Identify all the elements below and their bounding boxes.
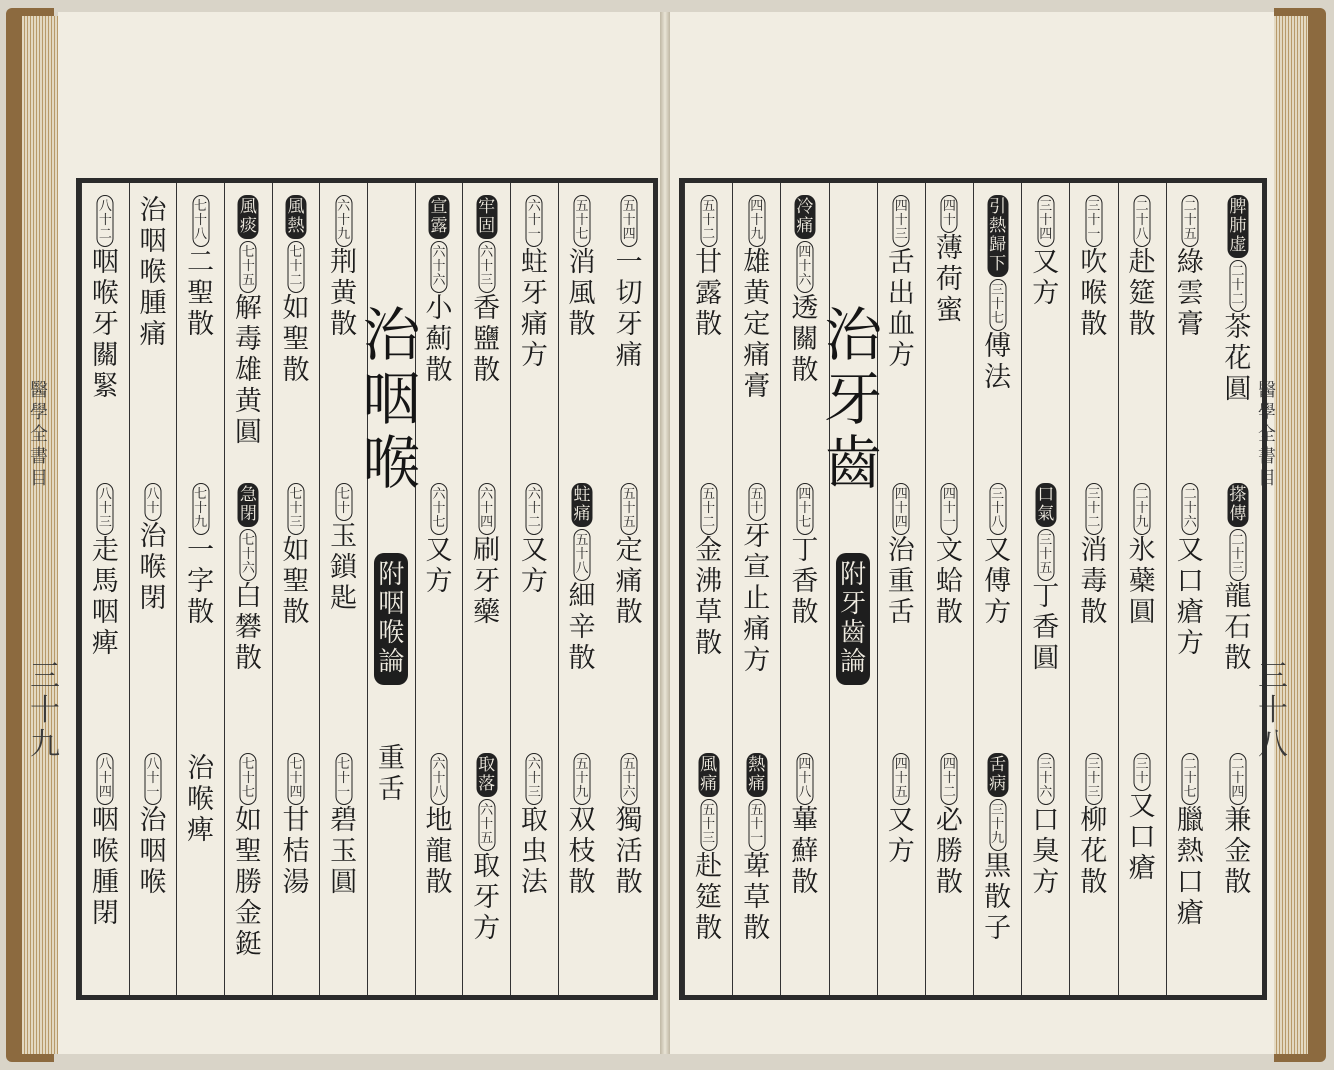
table-column xyxy=(1021,183,1069,995)
list-item xyxy=(521,483,548,597)
remedy-name: 治 咽 喉 腫 痛 xyxy=(139,195,167,350)
remedy-name: 柳 花 散 xyxy=(1080,805,1108,898)
list-item xyxy=(1177,753,1204,929)
entry-number: 五 十 二 xyxy=(700,195,717,247)
table-column xyxy=(605,183,653,995)
list-item xyxy=(187,195,214,340)
remedy-name: 荆 黄 散 xyxy=(330,247,358,340)
entry-number: 三 十 四 xyxy=(1037,195,1054,247)
remedy-name: 舌 出 血 方 xyxy=(887,247,915,371)
entry-number: 六 十 二 xyxy=(526,483,543,535)
remedy-name: 又 傅 方 xyxy=(984,535,1012,628)
list-item xyxy=(521,195,548,371)
category-tag: 脾 肺 虚 xyxy=(1227,195,1248,258)
list-item xyxy=(936,753,963,898)
table-column xyxy=(224,183,272,995)
remedy-name: 透 關 散 xyxy=(791,293,819,386)
remedy-name: 双 枝 散 xyxy=(568,805,596,898)
category-tag: 搽 傳 xyxy=(1227,483,1248,527)
list-item xyxy=(984,195,1011,393)
remedy-name: 雄 黄 定 痛 膏 xyxy=(743,247,771,402)
list-item xyxy=(282,753,309,898)
entry-number: 四 十 五 xyxy=(893,753,910,805)
list-item xyxy=(743,753,770,944)
appendix-label: 附 咽 喉 論 xyxy=(374,553,408,685)
table-column xyxy=(129,183,177,995)
list-item xyxy=(235,483,262,674)
list-item xyxy=(1129,195,1156,340)
entry-number: 四 十 xyxy=(941,195,958,233)
remedy-name: 蛀 牙 痛 方 xyxy=(520,247,548,371)
entry-number: 三 十 七 xyxy=(989,279,1006,331)
entry-number: 七 十 三 xyxy=(287,483,304,535)
remedy-name: 定 痛 散 xyxy=(615,535,643,628)
list-item xyxy=(936,483,963,628)
remedy-name: 走 馬 咽 痺 xyxy=(91,535,119,659)
right-page-table xyxy=(679,178,1267,1000)
category-tag: 口 氣 xyxy=(1035,483,1056,527)
list-item xyxy=(139,753,166,898)
remedy-name: 咽 喉 腫 閉 xyxy=(91,805,119,929)
list-item xyxy=(473,753,500,944)
remedy-name: 又 方 xyxy=(1032,247,1060,309)
margin-label-text: 醫 學 全 書 目 xyxy=(1258,380,1276,489)
entry-number: 五 十 一 xyxy=(748,799,765,851)
remedy-name: 文 蛤 散 xyxy=(935,535,963,628)
entry-number: 七 十 八 xyxy=(192,195,209,247)
entry-number: 三 十 三 xyxy=(1085,753,1102,805)
category-tag: 急 閉 xyxy=(238,483,259,527)
remedy-name: 刷 牙 藥 xyxy=(473,535,501,628)
remedy-name: 黒 散 子 xyxy=(984,851,1012,944)
list-item xyxy=(616,195,643,371)
entry-number: 五 十 xyxy=(748,483,765,521)
entry-number: 七 十 七 xyxy=(240,753,257,805)
list-item xyxy=(743,483,770,676)
list-item xyxy=(1224,195,1251,405)
entry-number: 六 十 九 xyxy=(335,195,352,247)
category-tag: 風 痰 xyxy=(238,195,259,239)
folio-text: 三 十 九 xyxy=(30,659,60,762)
list-item xyxy=(616,483,643,628)
entry-number: 二 十 六 xyxy=(1182,483,1199,535)
page-edges-left xyxy=(22,16,62,1054)
entry-number: 六 十 五 xyxy=(478,799,495,851)
list-item xyxy=(282,195,309,386)
entry-number: 四 十 九 xyxy=(748,195,765,247)
list-item xyxy=(888,195,915,371)
category-tag: 舌 病 xyxy=(987,753,1008,797)
remedy-name: 吹 喉 散 xyxy=(1080,247,1108,340)
list-item xyxy=(1080,483,1107,628)
section-title: 治 咽 喉 xyxy=(362,301,421,497)
remedy-name: 玉 鎖 匙 xyxy=(330,521,358,614)
list-item xyxy=(936,195,963,326)
remedy-name: 香 鹽 散 xyxy=(473,293,501,386)
remedy-name: 咽 喉 牙 關 緊 xyxy=(91,247,119,402)
list-item xyxy=(616,753,643,898)
entry-number: 五 十 二 xyxy=(700,483,717,535)
remedy-name: 又 方 xyxy=(887,805,915,867)
category-tag: 蛀 痛 xyxy=(571,483,592,527)
list-item xyxy=(187,483,214,628)
entry-number: 八 十 三 xyxy=(97,483,114,535)
appendix-note: 重 舌 xyxy=(377,743,405,805)
entry-number: 八 十 xyxy=(144,483,161,521)
list-item xyxy=(330,195,357,340)
entry-number: 六 十 六 xyxy=(430,241,447,293)
entry-number: 五 十 四 xyxy=(621,195,638,247)
table-column xyxy=(973,183,1021,995)
remedy-name: 一 字 散 xyxy=(187,535,215,628)
category-tag: 冷 痛 xyxy=(794,195,815,239)
entry-number: 七 十 五 xyxy=(240,241,257,293)
entry-number: 六 十 七 xyxy=(430,483,447,535)
list-item xyxy=(888,753,915,867)
remedy-name: 細 辛 散 xyxy=(568,581,596,674)
list-item xyxy=(1177,195,1204,340)
list-item xyxy=(425,195,452,386)
entry-number: 六 十 一 xyxy=(526,195,543,247)
list-item xyxy=(330,753,357,898)
table-column xyxy=(415,183,463,995)
entry-number: 五 十 八 xyxy=(573,529,590,581)
list-item xyxy=(473,483,500,628)
remedy-name: 地 龍 散 xyxy=(425,805,453,898)
entry-number: 四 十 三 xyxy=(893,195,910,247)
list-item xyxy=(1032,753,1059,898)
entry-number: 七 十 四 xyxy=(287,753,304,805)
page-edges-right xyxy=(1268,16,1308,1054)
remedy-name: 治 喉 閉 xyxy=(139,521,167,614)
entry-number: 五 十 三 xyxy=(700,799,717,851)
remedy-name: 二 聖 散 xyxy=(187,247,215,340)
list-item xyxy=(791,483,818,628)
entry-number: 三 十 五 xyxy=(1037,529,1054,581)
table-column xyxy=(510,183,558,995)
remedy-name: 龍 石 散 xyxy=(1224,581,1252,674)
table-column xyxy=(176,183,224,995)
entry-number: 四 十 四 xyxy=(893,483,910,535)
category-tag: 取 落 xyxy=(476,753,497,797)
entry-number: 八 十 二 xyxy=(97,195,114,247)
remedy-name: 小 薊 散 xyxy=(425,293,453,386)
table-column xyxy=(684,183,732,995)
section-title: 治 牙 齒 xyxy=(824,301,883,497)
list-item xyxy=(1032,195,1059,309)
table-column xyxy=(362,183,421,995)
remedy-name: 消 毒 散 xyxy=(1080,535,1108,628)
entry-number: 八 十 四 xyxy=(97,753,114,805)
table-column xyxy=(1214,183,1262,995)
entry-number: 七 十 六 xyxy=(240,529,257,581)
table-column xyxy=(877,183,925,995)
category-tag: 牢 固 xyxy=(476,195,497,239)
remedy-name: 又 方 xyxy=(425,535,453,597)
list-item xyxy=(92,483,119,659)
entry-number: 三 十 九 xyxy=(989,799,1006,851)
entry-number: 二 十 七 xyxy=(1182,753,1199,805)
table-column xyxy=(558,183,606,995)
list-item xyxy=(791,753,818,898)
list-item xyxy=(330,483,357,614)
category-tag: 引 熱 歸 下 xyxy=(987,195,1008,277)
remedy-name: 取 牙 方 xyxy=(473,851,501,944)
entry-number: 五 十 五 xyxy=(621,483,638,535)
left-margin-label xyxy=(30,380,48,490)
entry-number: 七 十 一 xyxy=(335,753,352,805)
list-item xyxy=(1129,483,1156,628)
remedy-name: 如 聖 散 xyxy=(282,293,310,386)
list-item xyxy=(521,753,548,898)
remedy-name: 赴 筵 散 xyxy=(695,851,723,944)
entry-number: 四 十 二 xyxy=(941,753,958,805)
remedy-name: 傅 法 xyxy=(984,331,1012,393)
list-item xyxy=(235,195,262,448)
category-tag: 風 痛 xyxy=(698,753,719,797)
entry-number: 二 十 四 xyxy=(1229,753,1246,805)
entry-number: 五 十 七 xyxy=(573,195,590,247)
list-item xyxy=(139,483,166,614)
list-item xyxy=(695,753,722,944)
remedy-name: 甘 露 散 xyxy=(695,247,723,340)
remedy-name: 又 口 瘡 方 xyxy=(1176,535,1204,659)
remedy-name: 獨 活 散 xyxy=(615,805,643,898)
table-column xyxy=(81,183,129,995)
entry-number: 四 十 六 xyxy=(796,241,813,293)
remedy-name: 兼 金 散 xyxy=(1224,805,1252,898)
remedy-name: 丁 香 圓 xyxy=(1032,581,1060,674)
remedy-name: 蓽 蘚 散 xyxy=(791,805,819,898)
list-item xyxy=(425,753,452,898)
list-item xyxy=(187,753,214,846)
list-item xyxy=(92,195,119,402)
entry-number: 三 十 六 xyxy=(1037,753,1054,805)
list-item xyxy=(984,753,1011,944)
remedy-name: 又 方 xyxy=(520,535,548,597)
list-item xyxy=(92,753,119,929)
remedy-name: 綠 雲 膏 xyxy=(1176,247,1204,340)
remedy-name: 丁 香 散 xyxy=(791,535,819,628)
list-item xyxy=(1080,753,1107,898)
folio-text: 三 十 八 xyxy=(1258,659,1288,762)
list-item xyxy=(139,195,166,350)
list-item xyxy=(791,195,818,386)
remedy-name: 取 虫 法 xyxy=(520,805,548,898)
remedy-name: 甘 桔 湯 xyxy=(282,805,310,898)
appendix-label: 附 牙 齒 論 xyxy=(836,553,870,685)
remedy-name: 又 口 瘡 xyxy=(1128,791,1156,884)
list-item xyxy=(568,483,595,674)
entry-number: 三 十 一 xyxy=(1085,195,1102,247)
list-item xyxy=(282,483,309,628)
book-gutter xyxy=(660,12,670,1054)
list-item xyxy=(1224,753,1251,898)
entry-number: 五 十 六 xyxy=(621,753,638,805)
remedy-name: 薄 荷 蜜 xyxy=(935,233,963,326)
list-item xyxy=(743,195,770,402)
entry-number: 四 十 一 xyxy=(941,483,958,535)
entry-number: 二 十 三 xyxy=(1229,529,1246,581)
list-item xyxy=(425,483,452,597)
entry-number: 二 十 二 xyxy=(1229,260,1246,312)
remedy-name: 口 臭 方 xyxy=(1032,805,1060,898)
entry-number: 六 十 三 xyxy=(478,241,495,293)
remedy-name: 解 毒 雄 黄 圓 xyxy=(234,293,262,448)
table-column xyxy=(1166,183,1214,995)
entry-number: 七 十 xyxy=(335,483,352,521)
table-column xyxy=(462,183,510,995)
table-column xyxy=(925,183,973,995)
remedy-name: 臘 熱 口 瘡 xyxy=(1176,805,1204,929)
table-column xyxy=(732,183,780,995)
entry-number: 二 十 八 xyxy=(1134,195,1151,247)
entry-number: 七 十 二 xyxy=(287,241,304,293)
list-item xyxy=(888,483,915,628)
entry-number: 三 十 二 xyxy=(1085,483,1102,535)
entry-number: 六 十 八 xyxy=(430,753,447,805)
remedy-name: 必 勝 散 xyxy=(935,805,963,898)
entry-number: 八 十 一 xyxy=(144,753,161,805)
remedy-name: 金 沸 草 散 xyxy=(695,535,723,659)
remedy-name: 消 風 散 xyxy=(568,247,596,340)
table-column xyxy=(824,183,883,995)
margin-label-text: 醫 學 全 書 目 xyxy=(30,380,48,489)
category-tag: 風 熱 xyxy=(285,195,306,239)
entry-number: 三 十 xyxy=(1134,753,1151,791)
entry-number: 六 十 四 xyxy=(478,483,495,535)
list-item xyxy=(1129,753,1156,884)
list-item xyxy=(1224,483,1251,674)
entry-number: 六 十 三 xyxy=(526,753,543,805)
entry-number: 七 十 九 xyxy=(192,483,209,535)
remedy-name: 碧 玉 圓 xyxy=(330,805,358,898)
remedy-name: 如 聖 散 xyxy=(282,535,310,628)
table-column xyxy=(272,183,320,995)
category-tag: 熱 痛 xyxy=(746,753,767,797)
list-item xyxy=(473,195,500,386)
category-tag: 宣 露 xyxy=(428,195,449,239)
list-item xyxy=(235,753,262,960)
remedy-name: 萆 草 散 xyxy=(743,851,771,944)
list-item xyxy=(568,195,595,340)
table-column xyxy=(1069,183,1117,995)
left-page-table xyxy=(76,178,658,1000)
left-folio xyxy=(30,660,60,762)
list-item xyxy=(1177,483,1204,659)
remedy-name: 治 重 舌 xyxy=(887,535,915,628)
list-item xyxy=(695,195,722,340)
remedy-name: 治 咽 喉 xyxy=(139,805,167,898)
entry-number: 二 十 五 xyxy=(1182,195,1199,247)
entry-number: 三 十 八 xyxy=(989,483,1006,535)
list-item xyxy=(1032,483,1059,674)
table-column xyxy=(319,183,367,995)
list-item xyxy=(568,753,595,898)
table-column xyxy=(1118,183,1166,995)
remedy-name: 如 聖 勝 金 鋌 xyxy=(234,805,262,960)
list-item xyxy=(1080,195,1107,340)
entry-number: 四 十 七 xyxy=(796,483,813,535)
remedy-name: 赴 筵 散 xyxy=(1128,247,1156,340)
entry-number: 五 十 九 xyxy=(573,753,590,805)
list-item xyxy=(695,483,722,659)
remedy-name: 白 礬 散 xyxy=(234,581,262,674)
entry-number: 二 十 九 xyxy=(1134,483,1151,535)
list-item xyxy=(984,483,1011,628)
remedy-name: 一 切 牙 痛 xyxy=(615,247,643,371)
remedy-name: 治 喉 痺 xyxy=(187,753,215,846)
entry-number: 四 十 八 xyxy=(796,753,813,805)
table-column xyxy=(780,183,828,995)
remedy-name: 牙 宣 止 痛 方 xyxy=(743,521,771,676)
remedy-name: 茶 花 圓 xyxy=(1224,312,1252,405)
remedy-name: 氷 蘗 圓 xyxy=(1128,535,1156,628)
